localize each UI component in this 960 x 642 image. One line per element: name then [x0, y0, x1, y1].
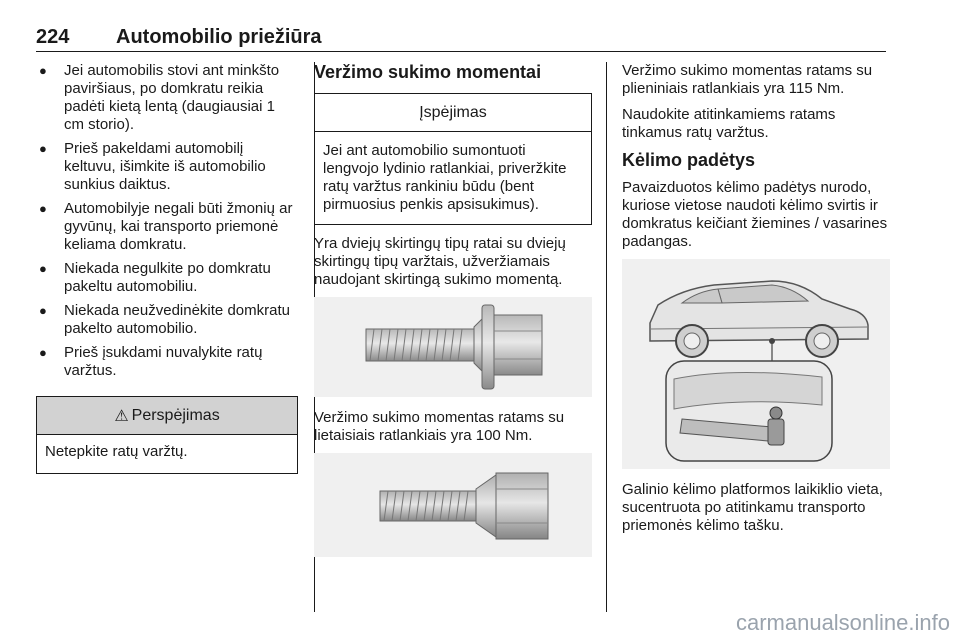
list-item: ● Niekada negulkite po domkratu pakeltu automobiliu. — [36, 260, 298, 296]
list-item: ● Automobilyje negali būti žmonių ar gyvūnų, kai transporto priemonė keliama domkratu. — [36, 200, 298, 254]
paragraph-use-correct-bolts: Naudokite atitinkamiems ratams tinkamus ratų varžtus. — [622, 106, 836, 141]
alloy-wheel-bolt-illustration — [314, 297, 592, 397]
column-divider-right — [606, 62, 607, 612]
caution-header — [37, 397, 297, 435]
figure-caption: Galinio kėlimo platformos laikiklio vieta, sucentruota po atitinkamu transporto priemonės kėlimo tašku. — [622, 481, 883, 534]
warning-triangle-icon: ⚠ — [114, 407, 129, 425]
paragraph-lifting-positions: Pavaizduotos kėlimo padėtys nurodo, kuriose vietose naudoti kėlimo svirtis ir domkratus keičiant žiemines / vasarines padangas. — [622, 179, 888, 250]
paragraph-steel-torque: Veržimo sukimo momentas ratams su plieniniais ratlankiais yra 115 Nm. — [622, 62, 873, 97]
list-item: ● Jei automobilis stovi ant minkšto paviršiaus, po domkratu reikia padėti kietą lentą (daugiausiai 1 cm storio). — [36, 62, 298, 134]
list-item: ● Prieš pakeldami automobilį keltuvu, išimkite iš automobilio sunkius daiktus. — [36, 140, 298, 194]
page-title: Automobilio priežiūra — [116, 26, 322, 48]
notice-header — [315, 94, 591, 132]
caution-box — [36, 396, 298, 474]
column-right — [622, 62, 890, 543]
notice-box — [314, 93, 592, 225]
safety-bullet-list — [36, 62, 298, 380]
caution-text: Netepkite ratų varžtų. — [45, 443, 188, 460]
section-heading-lifting: Kėlimo padėtys — [622, 150, 756, 170]
steel-wheel-bolt-illustration — [314, 453, 592, 557]
section-heading-torque: Veržimo sukimo momentai — [314, 62, 542, 82]
page-header — [36, 26, 886, 52]
watermark: carmanualsonline.info — [735, 610, 950, 635]
paragraph-alloy-torque: Veržimo sukimo momentas ratams su lietaisiais ratlankiais yra 100 Nm. — [314, 409, 565, 444]
caution-title: Perspėjimas — [131, 406, 220, 424]
list-item: ● Prieš įsukdami nuvalykite ratų varžtus. — [36, 344, 298, 380]
page-number: 224 — [36, 26, 70, 48]
lifting-point-illustration — [622, 259, 890, 469]
notice-text: Jei ant automobilio sumontuoti lengvojo lydinio ratlankiai, priveržkite ratų varžtus rankiniu būdu (bent pirmuosius penkis apsisukimus). — [323, 142, 567, 213]
notice-title: Įspėjimas — [419, 103, 487, 121]
column-left — [36, 62, 298, 474]
paragraph-wheel-types: Yra dviejų skirtingų tipų ratai su dviejų skirtingų tipų varžtais, užveržiamais naudojant skirtingą sukimo momentą. — [314, 235, 566, 288]
column-middle — [314, 62, 592, 569]
list-item: ● Niekada neužvedinėkite domkratu pakelto automobilio. — [36, 302, 298, 338]
